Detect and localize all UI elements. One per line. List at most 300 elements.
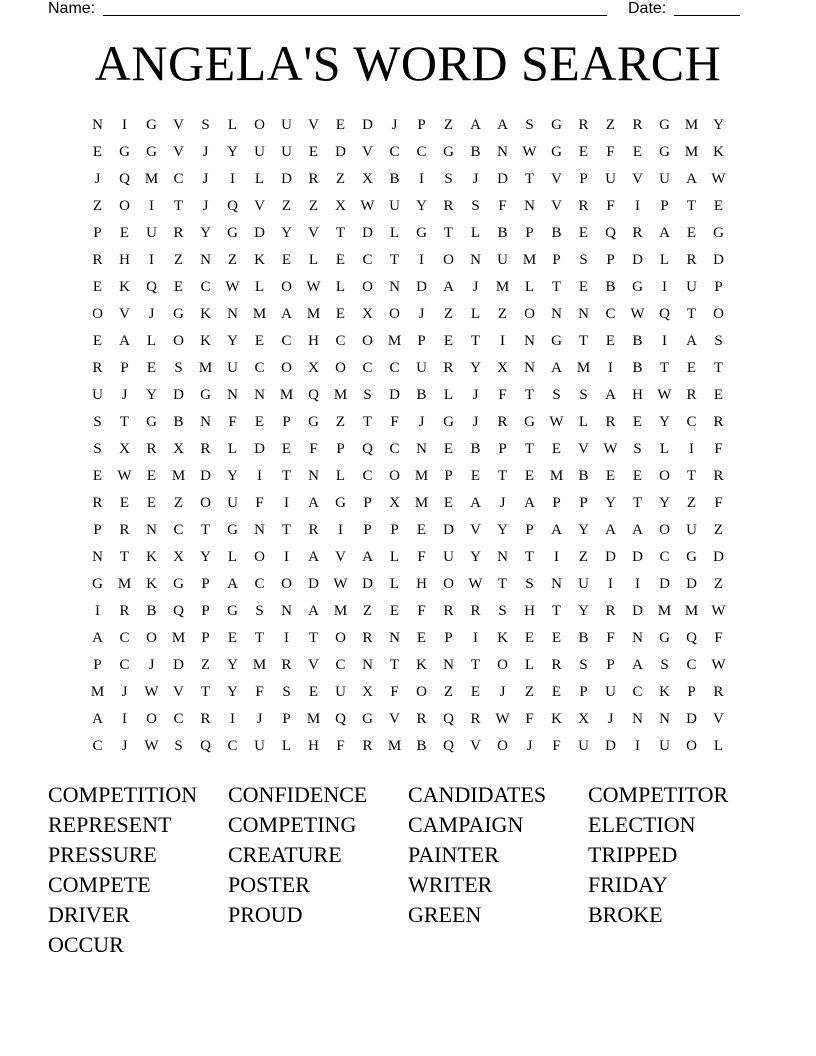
grid-cell: B: [578, 468, 589, 484]
grid-cell: A: [470, 117, 481, 133]
date-field-line: [674, 15, 740, 16]
name-field-line: [103, 15, 607, 16]
grid-cell: E: [578, 225, 589, 241]
grid-cell: G: [146, 144, 157, 160]
grid-cell: D: [686, 711, 697, 727]
grid-cell: M: [117, 576, 132, 592]
grid-cell: A: [308, 603, 319, 619]
grid-cell: X: [119, 441, 130, 457]
grid-cell: Y: [227, 684, 238, 700]
grid-cell: Z: [497, 306, 508, 322]
grid-cell: L: [659, 252, 670, 268]
grid-cell: Z: [443, 117, 454, 133]
word-list-item: COMPETING: [228, 812, 357, 837]
grid-cell: C: [416, 144, 427, 160]
grid-cell: E: [92, 333, 103, 349]
grid-cell: P: [444, 630, 453, 646]
grid-cell: Y: [200, 549, 211, 565]
grid-cell: N: [443, 657, 454, 673]
grid-cell: A: [524, 495, 535, 511]
grid-cell: P: [552, 252, 561, 268]
grid-cell: L: [146, 333, 157, 349]
grid-cell: D: [362, 225, 373, 241]
grid-cell: O: [119, 198, 130, 214]
grid-cell: N: [227, 306, 238, 322]
grid-cell: C: [227, 738, 238, 754]
grid-cell: D: [713, 252, 724, 268]
grid-cell: A: [551, 522, 562, 538]
grid-cell: I: [284, 495, 289, 511]
grid-cell: J: [148, 306, 155, 322]
grid-cell: N: [200, 252, 211, 268]
grid-cell: Y: [578, 522, 589, 538]
grid-cell: Y: [227, 657, 238, 673]
grid-row: [84, 301, 732, 328]
grid-cell: M: [198, 360, 213, 376]
grid-cell: Q: [308, 387, 319, 403]
grid-row: [84, 247, 732, 274]
grid-cell: N: [416, 441, 427, 457]
grid-cell: F: [309, 441, 318, 457]
grid-cell: T: [551, 603, 562, 619]
grid-cell: C: [173, 522, 184, 538]
grid-cell: U: [281, 117, 292, 133]
grid-cell: T: [524, 441, 535, 457]
grid-cell: L: [308, 252, 319, 268]
grid-cell: K: [146, 576, 157, 592]
grid-cell: U: [254, 144, 265, 160]
word-list-item: BROKE: [588, 902, 663, 927]
grid-cell: A: [119, 333, 130, 349]
grid-cell: S: [93, 414, 102, 430]
grid-cell: N: [92, 117, 103, 133]
grid-cell: I: [473, 630, 478, 646]
grid-cell: F: [336, 738, 345, 754]
grid-cell: Z: [173, 252, 184, 268]
grid-cell: O: [254, 549, 265, 565]
grid-row: [84, 328, 732, 355]
grid-cell: R: [200, 711, 211, 727]
grid-cell: V: [173, 684, 184, 700]
grid-cell: O: [389, 468, 400, 484]
grid-cell: C: [254, 360, 265, 376]
grid-cell: H: [119, 252, 130, 268]
grid-cell: V: [713, 711, 724, 727]
word-list-item: CAMPAIGN: [408, 812, 524, 837]
grid-cell: F: [417, 549, 426, 565]
grid-cell: F: [255, 495, 264, 511]
grid-cell: J: [499, 495, 506, 511]
letter-grid: [84, 112, 732, 760]
grid-cell: M: [387, 738, 402, 754]
grid-cell: S: [444, 171, 453, 187]
grid-cell: Y: [470, 360, 481, 376]
grid-cell: Y: [578, 603, 589, 619]
grid-cell: R: [713, 684, 724, 700]
grid-cell: R: [92, 495, 103, 511]
grid-cell: Q: [173, 603, 184, 619]
grid-cell: E: [524, 630, 535, 646]
grid-cell: D: [632, 603, 643, 619]
grid-cell: J: [121, 387, 128, 403]
grid-cell: I: [284, 549, 289, 565]
grid-cell: P: [120, 360, 129, 376]
grid-cell: N: [308, 468, 319, 484]
grid-cell: Y: [659, 414, 670, 430]
grid-cell: P: [93, 522, 102, 538]
grid-cell: O: [497, 738, 508, 754]
grid-cell: G: [227, 225, 238, 241]
grid-cell: S: [525, 117, 534, 133]
grid-cell: B: [416, 738, 427, 754]
grid-row: [84, 355, 732, 382]
grid-cell: T: [470, 333, 481, 349]
grid-cell: G: [713, 225, 724, 241]
grid-cell: N: [497, 549, 508, 565]
grid-cell: J: [121, 684, 128, 700]
grid-cell: I: [95, 603, 100, 619]
grid-cell: S: [579, 252, 588, 268]
grid-cell: J: [499, 684, 506, 700]
grid-cell: O: [335, 360, 346, 376]
grid-cell: E: [551, 684, 562, 700]
grid-cell: D: [254, 225, 265, 241]
grid-cell: A: [281, 306, 292, 322]
grid-cell: C: [362, 468, 373, 484]
grid-cell: I: [554, 549, 559, 565]
grid-row: [84, 517, 732, 544]
word-list-item: CONFIDENCE: [228, 782, 368, 807]
word-list-item: CANDIDATES: [408, 782, 547, 807]
grid-cell: T: [389, 252, 400, 268]
grid-cell: Z: [443, 684, 454, 700]
grid-cell: C: [389, 144, 400, 160]
grid-cell: I: [338, 522, 343, 538]
grid-cell: F: [714, 495, 723, 511]
grid-cell: W: [144, 684, 159, 700]
grid-cell: O: [335, 630, 346, 646]
grid-cell: R: [308, 522, 319, 538]
grid-cell: J: [94, 171, 101, 187]
grid-cell: L: [254, 279, 265, 295]
grid-cell: R: [686, 387, 697, 403]
grid-cell: S: [174, 360, 183, 376]
grid-row: [84, 166, 732, 193]
grid-cell: V: [578, 441, 589, 457]
grid-cell: Z: [173, 495, 184, 511]
grid-cell: F: [606, 630, 615, 646]
grid-cell: P: [201, 603, 210, 619]
grid-cell: G: [227, 603, 238, 619]
grid-cell: S: [93, 441, 102, 457]
grid-cell: A: [92, 711, 103, 727]
grid-cell: P: [714, 279, 723, 295]
grid-cell: A: [470, 495, 481, 511]
grid-cell: L: [470, 225, 481, 241]
word-list-item: ELECTION: [588, 812, 696, 837]
grid-cell: Q: [605, 225, 616, 241]
grid-cell: W: [657, 387, 672, 403]
grid-cell: J: [148, 657, 155, 673]
grid-cell: F: [498, 198, 507, 214]
grid-cell: B: [632, 360, 643, 376]
grid-cell: G: [200, 387, 211, 403]
grid-cell: U: [146, 225, 157, 241]
grid-cell: E: [551, 441, 562, 457]
grid-cell: J: [202, 171, 209, 187]
grid-cell: E: [281, 441, 292, 457]
grid-cell: W: [630, 306, 645, 322]
grid-cell: W: [711, 603, 726, 619]
grid-cell: I: [122, 117, 127, 133]
grid-cell: T: [389, 657, 400, 673]
grid-cell: H: [524, 603, 535, 619]
grid-cell: L: [713, 738, 724, 754]
grid-cell: W: [495, 711, 510, 727]
grid-cell: P: [282, 414, 291, 430]
grid-cell: K: [200, 306, 211, 322]
grid-cell: T: [686, 198, 697, 214]
grid-cell: E: [443, 333, 454, 349]
grid-cell: A: [362, 549, 373, 565]
grid-cell: N: [362, 657, 373, 673]
grid-cell: K: [146, 549, 157, 565]
grid-cell: N: [578, 306, 589, 322]
grid-row: [84, 706, 732, 733]
grid-cell: G: [362, 711, 373, 727]
grid-cell: Y: [659, 495, 670, 511]
grid-cell: P: [579, 495, 588, 511]
grid-cell: D: [389, 387, 400, 403]
grid-cell: N: [632, 630, 643, 646]
grid-cell: G: [308, 414, 319, 430]
grid-cell: K: [713, 144, 724, 160]
grid-cell: Y: [146, 387, 157, 403]
grid-cell: Q: [362, 441, 373, 457]
grid-cell: C: [605, 306, 616, 322]
grid-cell: R: [686, 252, 697, 268]
grid-cell: W: [333, 576, 348, 592]
word-list-item: POSTER: [228, 872, 310, 897]
grid-row: [84, 625, 732, 652]
grid-cell: L: [335, 279, 346, 295]
grid-cell: U: [605, 684, 616, 700]
grid-cell: L: [227, 117, 238, 133]
grid-cell: L: [524, 657, 535, 673]
grid-row: [84, 139, 732, 166]
grid-cell: A: [497, 117, 508, 133]
grid-cell: L: [281, 738, 292, 754]
grid-cell: B: [389, 171, 400, 187]
grid-cell: M: [333, 387, 348, 403]
grid-cell: J: [121, 738, 128, 754]
grid-cell: V: [551, 198, 562, 214]
grid-cell: K: [551, 711, 562, 727]
grid-cell: S: [525, 576, 534, 592]
grid-cell: S: [579, 657, 588, 673]
grid-cell: O: [524, 306, 535, 322]
word-list-item: TRIPPED: [588, 842, 678, 867]
grid-cell: W: [306, 279, 321, 295]
grid-cell: E: [686, 225, 697, 241]
grid-cell: P: [525, 225, 534, 241]
grid-cell: M: [684, 117, 699, 133]
grid-cell: J: [391, 117, 398, 133]
grid-cell: Z: [713, 522, 724, 538]
grid-cell: V: [308, 225, 319, 241]
grid-cell: P: [363, 522, 372, 538]
word-list-item: WRITER: [408, 872, 493, 897]
grid-cell: E: [119, 225, 130, 241]
grid-cell: W: [603, 441, 618, 457]
grid-row: [84, 490, 732, 517]
grid-cell: R: [416, 711, 427, 727]
grid-cell: C: [389, 441, 400, 457]
grid-cell: D: [254, 441, 265, 457]
grid-cell: G: [227, 522, 238, 538]
grid-cell: M: [252, 306, 267, 322]
grid-cell: N: [551, 576, 562, 592]
grid-cell: R: [578, 117, 589, 133]
grid-cell: Z: [524, 684, 535, 700]
grid-cell: N: [524, 198, 535, 214]
grid-cell: F: [714, 441, 723, 457]
grid-cell: H: [308, 738, 319, 754]
grid-cell: S: [552, 387, 561, 403]
grid-cell: L: [254, 171, 265, 187]
grid-cell: Z: [362, 603, 373, 619]
grid-cell: W: [711, 171, 726, 187]
grid-cell: E: [119, 495, 130, 511]
grid-cell: E: [308, 684, 319, 700]
grid-cell: T: [254, 630, 265, 646]
grid-cell: O: [92, 306, 103, 322]
grid-cell: G: [146, 414, 157, 430]
grid-cell: E: [146, 495, 157, 511]
grid-cell: X: [335, 198, 346, 214]
grid-cell: O: [200, 495, 211, 511]
grid-cell: J: [202, 144, 209, 160]
grid-cell: G: [659, 144, 670, 160]
grid-cell: D: [335, 144, 346, 160]
grid-cell: S: [471, 198, 480, 214]
grid-cell: G: [632, 279, 643, 295]
grid-cell: G: [119, 144, 130, 160]
grid-cell: C: [173, 171, 184, 187]
grid-cell: E: [470, 684, 481, 700]
grid-cell: V: [173, 117, 184, 133]
grid-cell: B: [173, 414, 184, 430]
grid-cell: P: [606, 252, 615, 268]
grid-cell: D: [200, 468, 211, 484]
grid-cell: G: [443, 414, 454, 430]
grid-cell: U: [335, 684, 346, 700]
grid-cell: J: [472, 279, 479, 295]
grid-cell: R: [578, 198, 589, 214]
grid-cell: S: [633, 441, 642, 457]
grid-cell: N: [470, 252, 481, 268]
word-list-item: COMPETITOR: [588, 782, 729, 807]
grid-cell: E: [524, 468, 535, 484]
grid-cell: F: [417, 603, 426, 619]
grid-cell: J: [607, 711, 614, 727]
grid-row: [84, 193, 732, 220]
grid-cell: Y: [713, 117, 724, 133]
grid-cell: T: [659, 360, 670, 376]
grid-cell: K: [254, 252, 265, 268]
grid-cell: E: [335, 117, 346, 133]
grid-cell: T: [524, 387, 535, 403]
grid-cell: U: [686, 279, 697, 295]
grid-cell: T: [119, 414, 130, 430]
grid-cell: V: [470, 738, 481, 754]
grid-cell: R: [119, 603, 130, 619]
grid-cell: Q: [146, 279, 157, 295]
grid-row: [84, 436, 732, 463]
grid-cell: E: [416, 522, 427, 538]
grid-cell: I: [608, 360, 613, 376]
grid-cell: T: [200, 522, 211, 538]
grid-row: [84, 409, 732, 436]
grid-cell: Z: [605, 117, 616, 133]
grid-cell: E: [308, 144, 319, 160]
grid-cell: O: [173, 333, 184, 349]
grid-cell: L: [227, 549, 238, 565]
grid-cell: E: [227, 630, 238, 646]
grid-cell: C: [632, 684, 643, 700]
grid-cell: R: [92, 252, 103, 268]
grid-cell: A: [605, 387, 616, 403]
grid-cell: D: [443, 522, 454, 538]
grid-cell: U: [227, 360, 238, 376]
grid-cell: O: [362, 333, 373, 349]
grid-cell: R: [146, 441, 157, 457]
grid-cell: J: [472, 414, 479, 430]
grid-cell: T: [497, 468, 508, 484]
grid-cell: G: [146, 117, 157, 133]
grid-cell: O: [281, 360, 292, 376]
grid-cell: A: [308, 495, 319, 511]
grid-cell: L: [659, 441, 670, 457]
word-list-item: GREEN: [408, 902, 482, 927]
grid-cell: T: [200, 684, 211, 700]
grid-cell: T: [281, 468, 292, 484]
grid-cell: U: [281, 144, 292, 160]
grid-cell: I: [419, 171, 424, 187]
grid-cell: O: [389, 306, 400, 322]
grid-cell: O: [146, 630, 157, 646]
grid-cell: N: [254, 387, 265, 403]
grid-cell: F: [390, 684, 399, 700]
grid-cell: V: [362, 144, 373, 160]
grid-cell: H: [632, 387, 643, 403]
grid-cell: T: [551, 279, 562, 295]
grid-cell: G: [416, 225, 427, 241]
grid-cell: E: [146, 468, 157, 484]
grid-cell: Y: [227, 333, 238, 349]
grid-cell: F: [525, 711, 534, 727]
grid-cell: J: [472, 387, 479, 403]
grid-cell: A: [443, 279, 454, 295]
grid-cell: C: [362, 252, 373, 268]
grid-cell: E: [416, 630, 427, 646]
grid-cell: I: [635, 576, 640, 592]
grid-cell: W: [144, 738, 159, 754]
grid-cell: E: [335, 252, 346, 268]
grid-cell: N: [200, 414, 211, 430]
grid-cell: D: [497, 171, 508, 187]
grid-cell: C: [659, 549, 670, 565]
